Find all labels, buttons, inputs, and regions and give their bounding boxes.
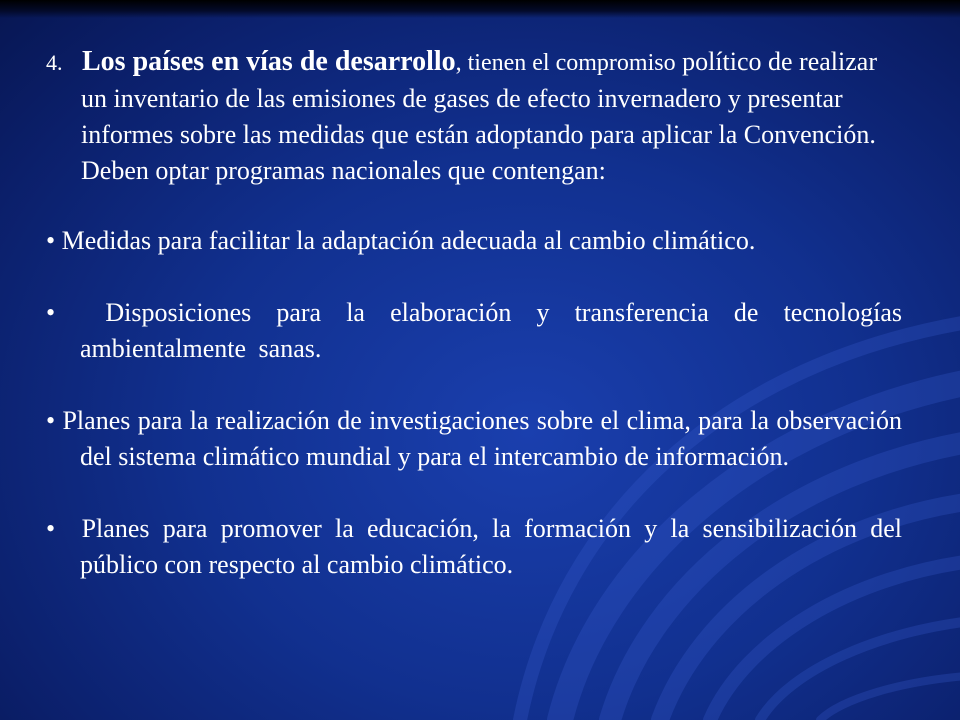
bullet-text: Planes para promover la educación, la formación y la sensibilización del público con respecto al cambio climático. [80,514,902,579]
bullet-item-4 [46,511,902,583]
spacer [46,189,902,225]
bullet-item-1 [46,223,902,259]
bullet-icon: • [46,298,56,327]
item-number: 4. [46,50,63,75]
intro-text: político de realizar un inventario de las emisiones de gases de efecto invernadero y presentar informes sobre las medidas que están adoptando para aplicar la Convención. Deben optar programas nacionales que contengan: [81,47,877,185]
intro-after-bold: , tienen el compromiso [455,50,676,76]
bullet-icon: • [46,406,56,435]
spacer [46,367,902,403]
bullet-icon: • [46,514,56,543]
spacer [46,475,902,511]
bullet-icon: • [46,226,56,255]
intro-paragraph [46,44,902,189]
bullet-text: Planes para la realización de investigaciones sobre el clima, para la observación del sistema climático mundial y para el intercambio de información. [62,406,903,471]
bullet-text: Medidas para facilitar la adaptación adecuada al cambio climático. [61,226,756,255]
bullet-item-3 [46,403,902,475]
spacer [46,259,902,295]
slide-body [46,44,902,583]
intro-bold-heading: Los países en vías de desarrollo [82,46,456,77]
bullet-item-2 [46,295,902,367]
bullet-text: Disposiciones para la elaboración y transferencia de tecnologías ambientalmente sanas. [80,298,902,363]
